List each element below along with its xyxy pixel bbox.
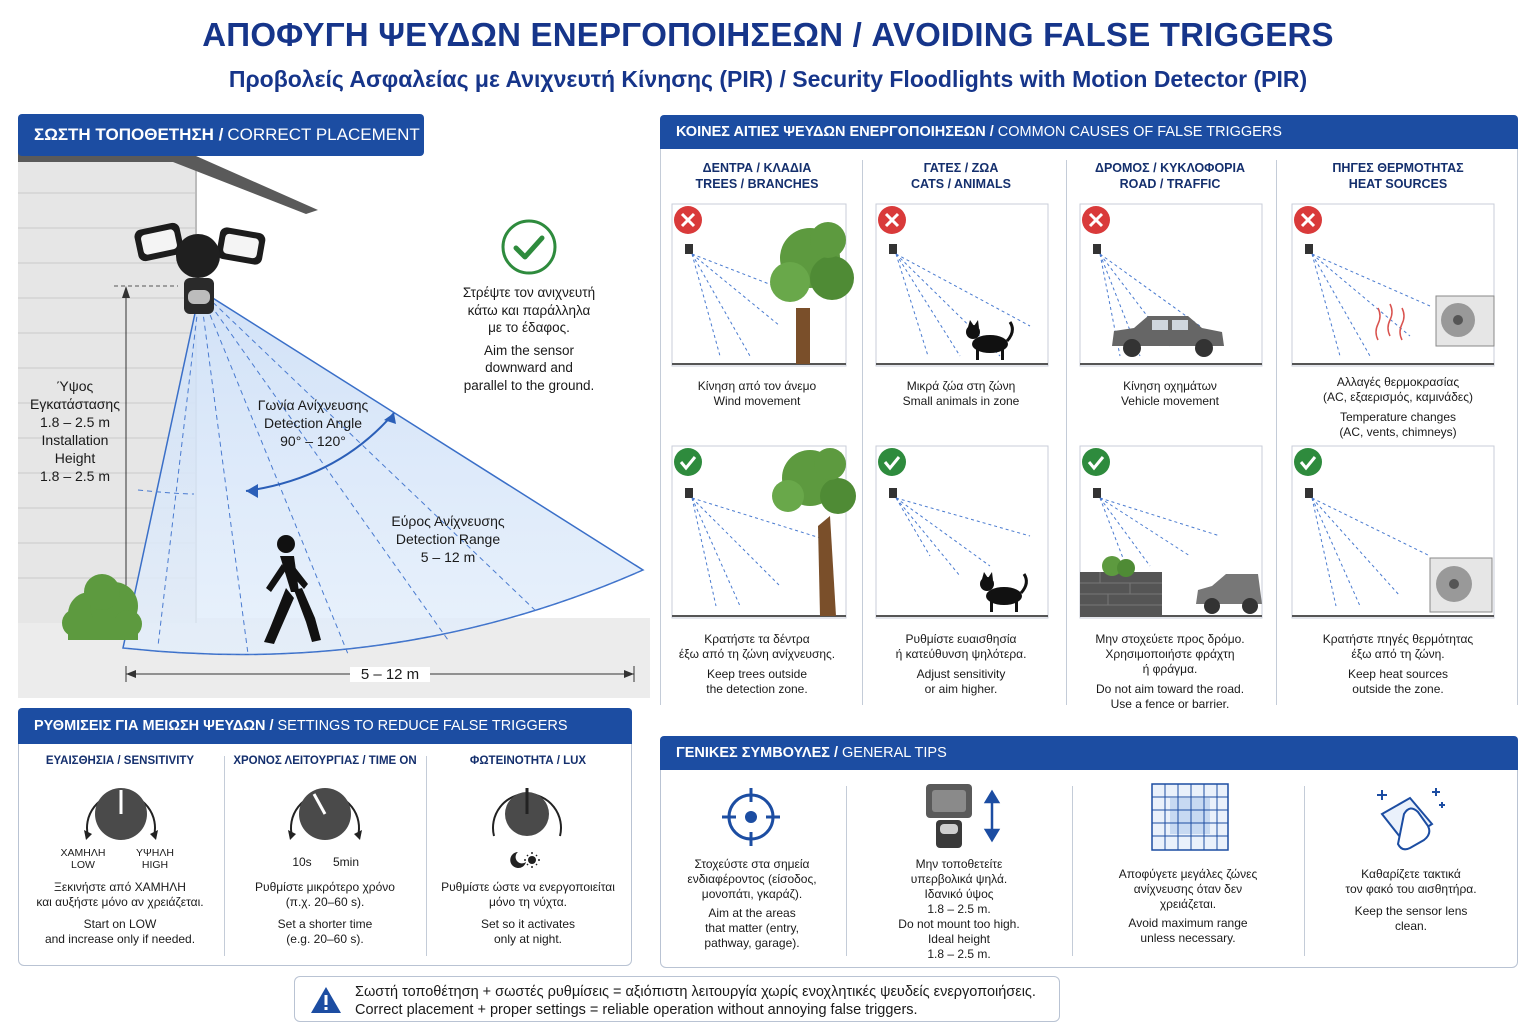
detection-angle-label <box>248 396 378 450</box>
distance-label: 5 – 12 m <box>350 667 430 682</box>
cause-title-en: TREES / BRANCHES <box>695 177 819 191</box>
settings-heading-el: ΡΥΘΜΙΣΕΙΣ ΓΙΑ ΜΕΙΩΣΗ ΨΕΥΔΩΝ / <box>34 718 274 734</box>
range-label-line: 5 – 12 m <box>420 549 476 565</box>
settings-heading <box>18 708 632 744</box>
cause-good-caption-road <box>1068 632 1272 712</box>
desc-en: Set a shorter time <box>277 917 373 931</box>
tip-el: 1.8 – 2.5 m. <box>927 902 991 916</box>
desc-en: Set so it activates <box>480 917 576 931</box>
range-label-line: Εύρος Ανίχνευσης <box>391 513 505 529</box>
angle-label-line: 90° – 120° <box>280 433 346 449</box>
divider <box>846 786 847 956</box>
tip-en: unless necessary. <box>1140 931 1236 945</box>
sensitivity-title: ΕΥΑΙΣΘΗΣΙΑ / SENSITIVITY <box>45 755 195 767</box>
height-label-line: 1.8 – 2.5 m <box>39 468 111 484</box>
summary-en: Correct placement + proper settings = reliable operation without annoying false triggers. <box>355 1002 918 1018</box>
tip-el-line: Στρέψτε τον ανιχνευτή <box>462 285 596 300</box>
tip-el-line: με το έδαφος. <box>488 320 570 335</box>
placement-heading-en: CORRECT PLACEMENT <box>227 125 420 144</box>
caption-en: outside the zone. <box>1352 682 1444 696</box>
desc-el: (π.χ. 20–60 s). <box>285 895 365 909</box>
time-description <box>226 880 424 947</box>
tip-en-line: downward and <box>485 360 573 375</box>
sensitivity-dial-icon[interactable] <box>76 774 166 854</box>
caption-en: (AC, vents, chimneys) <box>1339 425 1457 439</box>
caption-en: Small animals in zone <box>902 394 1020 408</box>
caption-en: Keep trees outside <box>706 667 808 681</box>
cause-good-caption-animals <box>864 632 1058 697</box>
installation-height-label <box>20 377 130 485</box>
tip-en-line: parallel to the ground. <box>463 377 595 393</box>
caption-en: Keep heat sources <box>1347 667 1449 681</box>
desc-el: Ξεκινήστε από ΧΑΜΗΛΗ <box>54 880 186 894</box>
tips-heading-el: ΓΕΝΙΚΕΣ ΣΥΜΒΟΥΛΕΣ / <box>676 745 839 761</box>
tip-height <box>850 857 1068 962</box>
caption-en: or aim higher. <box>924 682 998 696</box>
cause-good-caption-trees <box>662 632 852 697</box>
tip-el: μονοπάτι, γκαράζ). <box>701 887 803 901</box>
divider <box>1304 786 1305 956</box>
desc-el: και αυξήστε μόνο αν χρειάζεται. <box>36 895 204 909</box>
caption-el: Κίνηση από τον άνεμο <box>697 379 817 393</box>
detection-range-label <box>378 512 518 566</box>
time-dial-icon[interactable] <box>280 774 370 854</box>
desc-en: Start on LOW <box>83 917 157 931</box>
caption-el: Κρατήστε πηγές θερμότητας <box>1322 632 1474 646</box>
cause-title-trees <box>662 160 852 192</box>
desc-en: and increase only if needed. <box>44 932 196 946</box>
cause-title-road <box>1068 160 1272 192</box>
tip-el: ανίχνευσης όταν δεν <box>1133 882 1243 896</box>
height-sensor-icon <box>922 782 1008 854</box>
low-label-en: LOW <box>71 859 95 871</box>
page-title: ΑΠΟΦΥΓΗ ΨΕΥΔΩΝ ΕΝΕΡΓΟΠΟΙΗΣΕΩΝ / AVOIDING FALSE TRIGGERS <box>202 16 1334 53</box>
placement-heading <box>18 114 424 156</box>
cause-title-en: HEAT SOURCES <box>1348 177 1448 191</box>
caption-el: Ρυθμίστε ευαισθησία <box>905 632 1017 646</box>
cause-title-heat <box>1280 160 1516 192</box>
cause-title-el: ΠΗΓΕΣ ΘΕΡΜΟΤΗΤΑΣ <box>1332 161 1464 175</box>
cause-title-el: ΔΡΟΜΟΣ / ΚΥΚΛΟΦΟΡΙΑ <box>1094 161 1246 175</box>
cause-title-en: ROAD / TRAFFIC <box>1119 177 1221 191</box>
tip-en-line: Aim the sensor <box>483 342 575 358</box>
caption-en: the detection zone. <box>706 682 808 696</box>
caption-el: (AC, εξαερισμός, καμινάδες) <box>1322 390 1474 404</box>
tip-en: Ideal height <box>927 932 991 946</box>
placement-tip <box>440 284 618 394</box>
check-icon <box>500 218 558 276</box>
height-label-line: Εγκατάστασης <box>30 396 120 412</box>
grid-zone-icon <box>1150 782 1230 852</box>
sensitivity-low-label <box>50 847 116 871</box>
summary-footer <box>294 976 1060 1022</box>
caption-el: έξω από τη ζώνη ανίχνευσης. <box>678 647 836 661</box>
desc-el: Ρυθμίστε ώστε να ενεργοποιείται <box>441 880 615 894</box>
tip-en: Do not mount too high. <box>898 917 1020 931</box>
low-label-el: ΧΑΜΗΛΗ <box>60 847 106 859</box>
divider <box>1072 786 1073 956</box>
sensitivity-high-label <box>124 847 186 871</box>
cause-title-el: ΔΕΝΤΡΑ / ΚΛΑΔΙΑ <box>702 161 812 175</box>
tip-en: that matter (entry, <box>705 921 799 935</box>
height-label-line: Installation <box>41 432 109 448</box>
caption-el: έξω από τη ζώνη. <box>1351 647 1445 661</box>
tip-clean <box>1308 867 1514 934</box>
causes-heading-el: ΚΟΙΝΕΣ ΑΙΤΙΕΣ ΨΕΥΔΩΝ ΕΝΕΡΓΟΠΟΙΗΣΕΩΝ / <box>676 124 994 140</box>
warning-icon <box>309 985 343 1015</box>
cause-title-animals <box>864 160 1058 192</box>
caption-en: Adjust sensitivity <box>916 667 1006 681</box>
tips-heading <box>660 736 1518 770</box>
summary-el: Σωστή τοποθέτηση + σωστές ρυθμίσεις = αξιόπιστη λειτουργία χωρίς ενοχλητικές ψευδείς ενεργοποιήσεις. <box>355 984 1036 1000</box>
page-subtitle: Προβολείς Ασφαλείας με Ανιχνευτή Κίνησης (PIR) / Security Floodlights with Motion Detector (PIR) <box>228 66 1308 92</box>
caption-el: Μικρά ζώα στη ζώνη <box>906 379 1016 393</box>
tip-en: 1.8 – 2.5 m. <box>927 947 991 961</box>
divider <box>426 756 427 956</box>
time-max-label: 5min <box>332 855 359 869</box>
tip-aim <box>664 857 840 951</box>
cause-good-caption-heat <box>1280 632 1516 697</box>
lux-description <box>428 880 628 947</box>
tip-en: Avoid maximum range <box>1128 916 1248 930</box>
height-label-line: Ύψος <box>56 378 94 394</box>
causes-heading <box>660 115 1518 149</box>
ac-unit-icon <box>1430 558 1492 612</box>
tip-el: Ιδανικό ύψος <box>924 887 994 901</box>
cause-bad-caption-road <box>1068 379 1272 409</box>
cause-bad-caption-heat <box>1280 375 1516 440</box>
tip-range <box>1076 867 1300 946</box>
time-title: ΧΡΟΝΟΣ ΛΕΙΤΟΥΡΓΙΑΣ / TIME ON <box>233 755 417 767</box>
tip-el: Αποφύγετε μεγάλες ζώνες <box>1118 867 1258 881</box>
tip-en: pathway, garage). <box>704 936 800 950</box>
moon-sun-icon <box>510 852 540 868</box>
caption-en: Wind movement <box>713 394 801 408</box>
lux-title: ΦΩΤΕΙΝΟΤΗΤΑ / LUX <box>469 755 587 767</box>
cause-title-en: CATS / ANIMALS <box>911 177 1011 191</box>
desc-el: Ρυθμίστε μικρότερο χρόνο <box>255 880 395 894</box>
cause-bad-caption-animals <box>864 379 1058 409</box>
tip-el: υπερβολικά ψηλά. <box>910 872 1008 886</box>
caption-el: ή φράγμα. <box>1142 662 1198 676</box>
cause-title-el: ΓΑΤΕΣ / ΖΩΑ <box>923 161 999 175</box>
desc-el: μόνο τη νύχτα. <box>488 895 568 909</box>
caption-el: Κίνηση οχημάτων <box>1123 379 1217 393</box>
tip-el: Στοχεύστε στα σημεία <box>694 857 810 871</box>
caption-el: Χρησιμοποιήστε φράχτη <box>1105 647 1235 661</box>
tip-el: ενδιαφέροντος (είσοδος, <box>687 872 817 886</box>
tip-en: clean. <box>1394 919 1428 933</box>
caption-el: Μην στοχεύετε προς δρόμο. <box>1095 632 1245 646</box>
range-label-line: Detection Range <box>395 531 501 547</box>
height-label-line: 1.8 – 2.5 m <box>39 414 111 430</box>
caption-el: Κρατήστε τα δέντρα <box>704 632 810 646</box>
divider <box>224 756 225 956</box>
angle-label-line: Γωνία Ανίχνευσης <box>257 397 369 413</box>
tip-el: τον φακό του αισθητήρα. <box>1345 882 1477 896</box>
tip-el: Καθαρίζετε τακτικά <box>1361 867 1461 881</box>
high-label-el: ΥΨΗΛΗ <box>136 847 174 859</box>
tips-heading-en: GENERAL TIPS <box>842 745 947 761</box>
angle-label-line: Detection Angle <box>263 415 363 431</box>
settings-heading-en: SETTINGS TO REDUCE FALSE TRIGGERS <box>277 718 568 734</box>
target-icon <box>718 784 784 850</box>
caption-en: Temperature changes <box>1339 410 1457 424</box>
causes-heading-en: COMMON CAUSES OF FALSE TRIGGERS <box>997 124 1282 140</box>
desc-en: only at night. <box>493 932 563 946</box>
time-min-label: 10s <box>292 855 312 869</box>
sensitivity-description <box>20 880 220 947</box>
desc-en: (e.g. 20–60 s). <box>286 932 364 946</box>
tip-el-line: κάτω και παράλληλα <box>467 302 591 318</box>
caption-en: Use a fence or barrier. <box>1110 697 1230 711</box>
tip-en: Aim at the areas <box>708 906 796 920</box>
tip-el: χρειάζεται. <box>1159 897 1217 911</box>
height-label-line: Height <box>54 450 96 466</box>
caption-en: Do not aim toward the road. <box>1095 682 1245 696</box>
lux-dial-icon[interactable] <box>482 774 572 874</box>
cause-bad-caption-trees <box>662 379 852 409</box>
placement-heading-el: ΣΩΣΤΗ ΤΟΠΟΘΕΤΗΣΗ / <box>34 125 224 144</box>
caption-el: Αλλαγές θερμοκρασίας <box>1336 375 1460 389</box>
caption-el: ή κατεύθυνση ψηλότερα. <box>895 647 1027 661</box>
caption-en: Vehicle movement <box>1120 394 1220 408</box>
high-label-en: HIGH <box>141 859 169 871</box>
tip-el: Μην τοποθετείτε <box>915 857 1003 871</box>
cleaning-icon <box>1374 784 1450 854</box>
tip-en: Keep the sensor lens <box>1354 904 1468 918</box>
